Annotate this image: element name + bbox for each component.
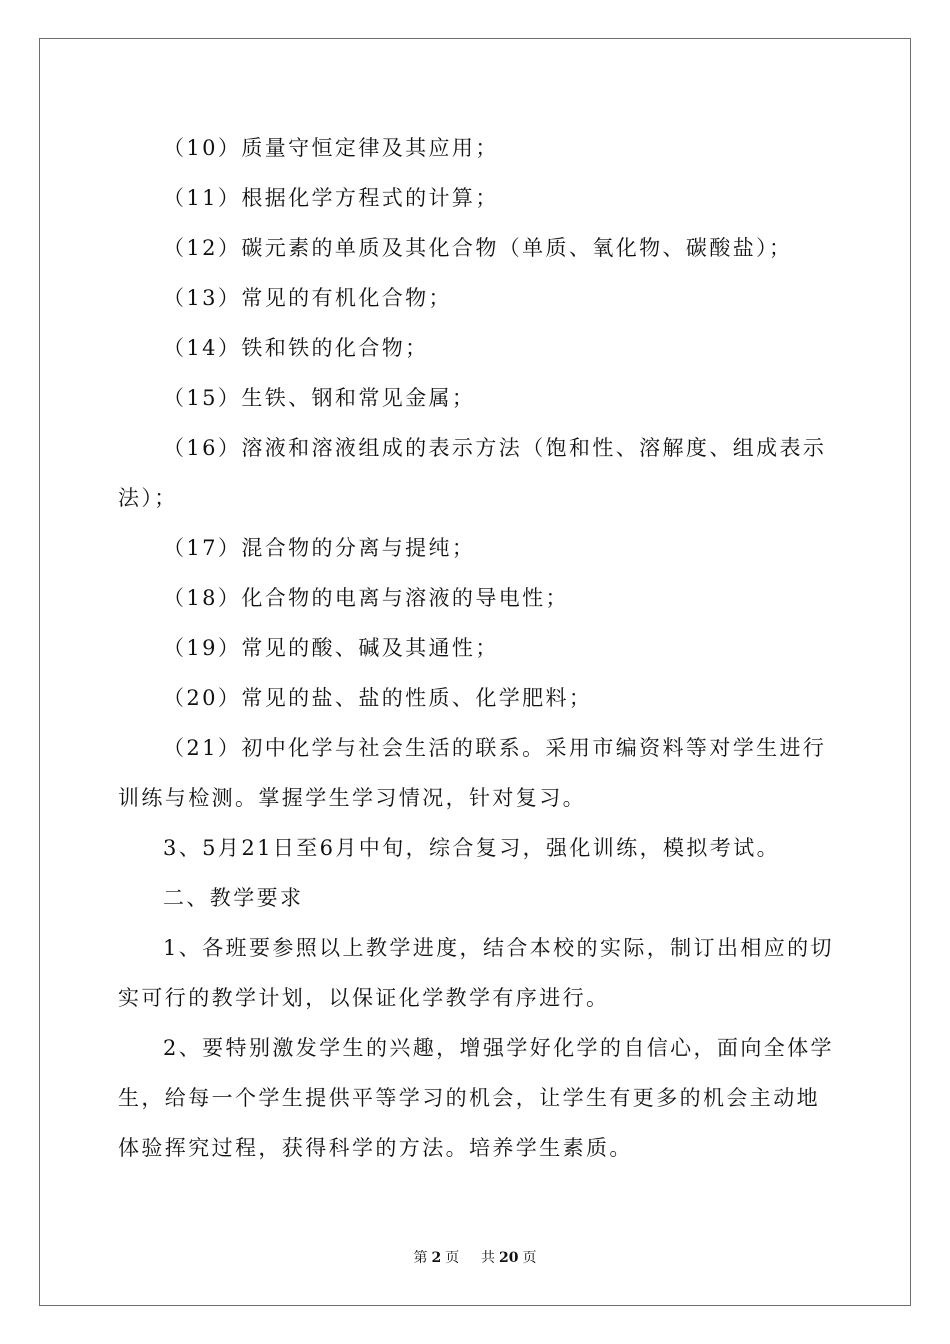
paragraph: （10）质量守恒定律及其应用； — [163, 136, 499, 160]
paragraph: （12）碳元素的单质及其化合物（单质、氧化物、碳酸盐）； — [163, 236, 793, 260]
document-body — [118, 123, 834, 1173]
paragraph: （15）生铁、钢和常见金属； — [163, 386, 476, 410]
paragraph: 2、要特别激发学生的兴趣，增强学好化学的自信心，面向全体学生，给每一个学生提供平等学习的机会，让学生有更多的机会主动地体验挥究过程，获得科学的方法。培养学生素质。 — [118, 1036, 834, 1160]
footer-page-unit: 页 — [445, 1250, 460, 1266]
paragraph: （13）常见的有机化合物； — [163, 286, 452, 310]
current-page-number: 2 — [431, 1250, 442, 1266]
paragraph: （11）根据化学方程式的计算； — [163, 186, 499, 210]
paragraph: 3、5月21日至6月中旬，综合复习，强化训练，模拟考试。 — [163, 836, 781, 860]
footer-prefix: 第 — [413, 1250, 428, 1266]
paragraph: （21）初中化学与社会生活的联系。采用市编资料等对学生进行训练与检测。掌握学生学习情况，针对复习。 — [118, 736, 827, 810]
footer-total-unit: 页 — [522, 1250, 537, 1266]
footer-total-prefix: 共 — [481, 1250, 496, 1266]
paragraph: （17）混合物的分离与提纯； — [163, 536, 476, 560]
total-pages-number: 20 — [499, 1250, 519, 1266]
paragraph: （19）常见的酸、碱及其通性； — [163, 636, 499, 660]
paragraph: （14）铁和铁的化合物； — [163, 336, 429, 360]
section-heading: 二、教学要求 — [163, 886, 304, 910]
paragraph: （18）化合物的电离与溶液的导电性； — [163, 586, 569, 610]
page-footer — [0, 1247, 950, 1267]
paragraph: （20）常见的盐、盐的性质、化学肥料； — [163, 686, 593, 710]
paragraph: 1、各班要参照以上教学进度，结合本校的实际，制订出相应的切实可行的教学计划，以保证化学教学有序进行。 — [118, 936, 834, 1010]
paragraph: （16）溶液和溶液组成的表示方法（饱和性、溶解度、组成表示法）； — [118, 436, 827, 510]
